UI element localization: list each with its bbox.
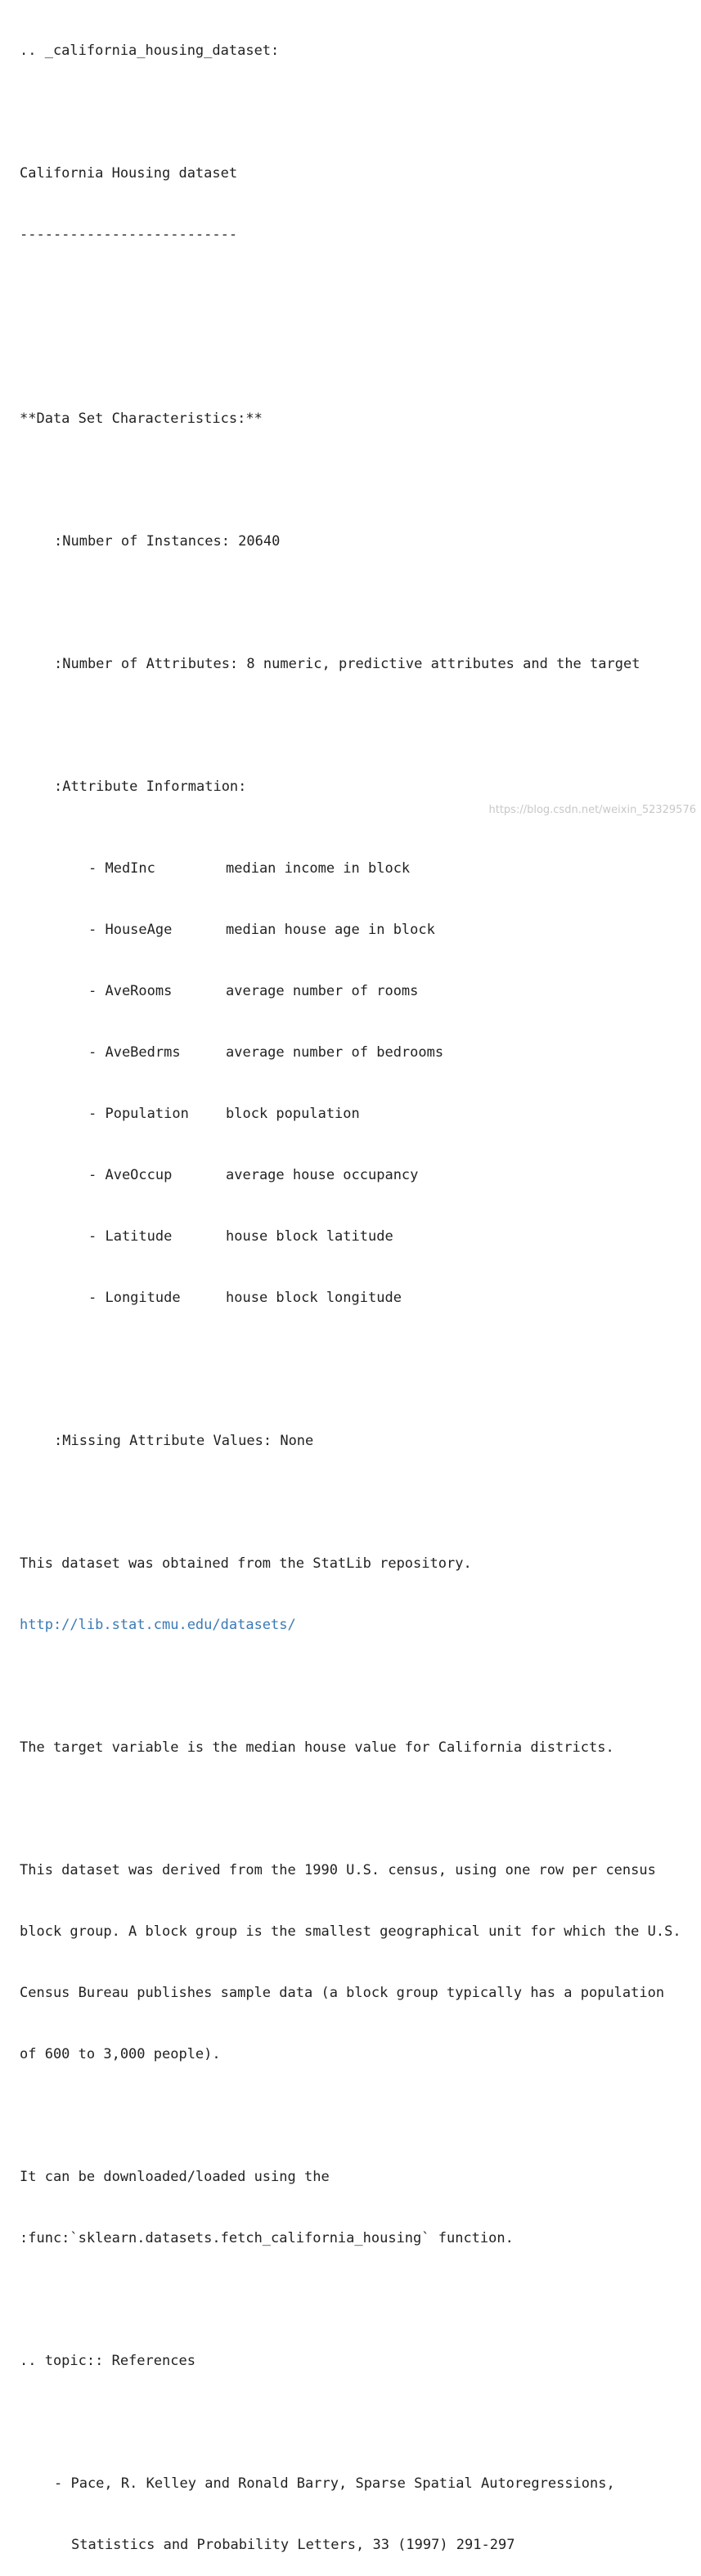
characteristics-heading: **Data Set Characteristics:** xyxy=(20,411,263,427)
attribute-description: average number of rooms xyxy=(226,983,419,999)
blank-line xyxy=(20,1370,699,1390)
attribute-row-houseage xyxy=(20,920,699,940)
attribute-name: - Latitude xyxy=(88,1228,173,1245)
blank-line xyxy=(20,102,699,123)
census-line: This dataset was derived from the 1990 U.S. census, using one row per census xyxy=(20,1862,656,1878)
attribute-row-population xyxy=(20,1104,699,1124)
document-body xyxy=(20,0,699,2576)
blank-line xyxy=(20,716,699,736)
blank-line xyxy=(20,2106,699,2126)
attribute-description: house block longitude xyxy=(226,1290,402,1306)
blank-line xyxy=(20,1676,699,1697)
instances-field: :Number of Instances: 20640 xyxy=(54,533,281,550)
attribute-name: - AveRooms xyxy=(88,983,173,999)
download-text: It can be downloaded/loaded using the xyxy=(20,2169,330,2185)
missing-values-field: :Missing Attribute Values: None xyxy=(54,1433,314,1449)
label-directive: .. _california_housing_dataset: xyxy=(20,43,280,59)
attribute-name: - AveOccup xyxy=(88,1167,173,1183)
attribute-name: - Longitude xyxy=(88,1290,181,1306)
census-line: block group. A block group is the smallest geographical unit for which the U.S. xyxy=(20,1923,681,1940)
attribute-info-heading: :Attribute Information: xyxy=(54,779,247,795)
census-line: Census Bureau publishes sample data (a block group typically has a population xyxy=(20,1985,665,2001)
attribute-description: median income in block xyxy=(226,860,411,877)
page-title: California Housing dataset xyxy=(20,165,238,182)
attribute-name: - AveBedrms xyxy=(88,1044,181,1061)
blank-line xyxy=(20,1492,699,1513)
attribute-row-medinc xyxy=(20,859,699,879)
reference-line: Statistics and Probability Letters, 33 (1997) 291-297 xyxy=(71,2537,515,2553)
attribute-row-avebedrms xyxy=(20,1043,699,1063)
attributes-count-field: :Number of Attributes: 8 numeric, predictive attributes and the target xyxy=(54,656,640,672)
attribute-description: average house occupancy xyxy=(226,1167,419,1183)
blank-line xyxy=(20,593,699,613)
references-heading: .. topic:: References xyxy=(20,2353,195,2369)
attribute-row-latitude xyxy=(20,1227,699,1247)
attribute-row-aveoccup xyxy=(20,1165,699,1186)
attribute-description: block population xyxy=(226,1106,360,1122)
census-line: of 600 to 3,000 people). xyxy=(20,2046,221,2062)
title-underline: -------------------------- xyxy=(20,227,238,243)
attribute-description: house block latitude xyxy=(226,1228,393,1245)
attribute-description: average number of bedrooms xyxy=(226,1044,444,1061)
reference-line: - Pace, R. Kelley and Ronald Barry, Sparse Spatial Autoregressions, xyxy=(54,2475,615,2492)
blank-line xyxy=(20,348,699,368)
target-text: The target variable is the median house value for California districts. xyxy=(20,1739,614,1756)
blank-line xyxy=(20,2412,699,2433)
blank-line xyxy=(20,286,699,307)
attribute-row-averooms xyxy=(20,981,699,1002)
watermark: https://blog.csdn.net/weixin_52329576 xyxy=(488,804,696,816)
attribute-name: - HouseAge xyxy=(88,922,173,938)
attribute-description: median house age in block xyxy=(226,922,435,938)
blank-line xyxy=(20,1799,699,1820)
statlib-link[interactable]: http://lib.stat.cmu.edu/datasets/ xyxy=(20,1617,296,1633)
blank-line xyxy=(20,470,699,491)
blank-line xyxy=(20,2290,699,2310)
source-text: This dataset was obtained from the StatLib repository. xyxy=(20,1555,472,1572)
download-function: :func:`sklearn.datasets.fetch_california_housing` function. xyxy=(20,2230,514,2246)
attribute-name: - Population xyxy=(88,1106,189,1122)
attribute-name: - MedInc xyxy=(88,860,155,877)
attribute-row-longitude xyxy=(20,1288,699,1308)
